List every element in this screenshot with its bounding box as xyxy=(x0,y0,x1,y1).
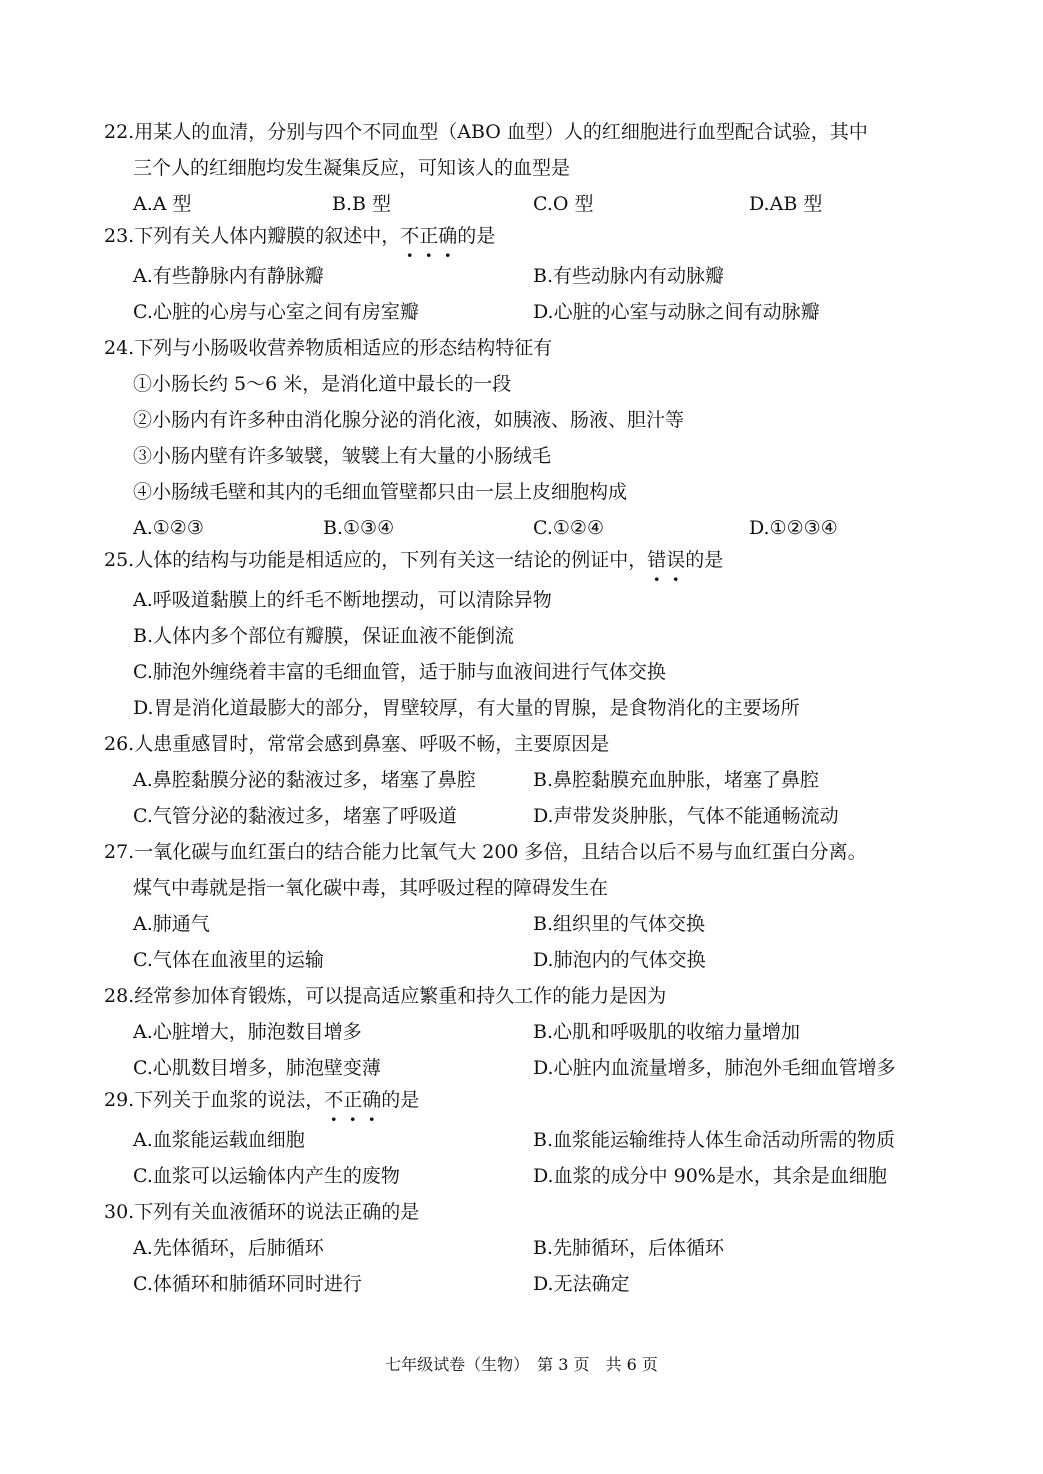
question-24-item-4: ④小肠绒毛壁和其内的毛细血管壁都只由一层上皮细胞构成 xyxy=(133,481,628,503)
question-22-option-a: A.A 型 xyxy=(133,193,192,215)
emphasis-char: 不 xyxy=(400,225,420,247)
question-25-stem: 25.人体的结构与功能是相适应的，下列有关这一结论的例证中，错误的是 xyxy=(104,549,724,571)
question-27-option-a: A.肺通气 xyxy=(133,913,210,935)
question-24-item-2: ②小肠内有许多种由消化腺分泌的消化液，如胰液、肠液、胆汁等 xyxy=(133,409,685,431)
question-30-option-b: B.先肺循环，后体循环 xyxy=(533,1237,725,1259)
emphasis-char: 误 xyxy=(666,549,686,571)
emphasis-char: 确 xyxy=(362,1089,382,1111)
emphasis-char: 正 xyxy=(343,1089,363,1111)
question-27-stem-line-2: 煤气中毒就是指一氧化碳中毒，其呼吸过程的障碍发生在 xyxy=(133,877,609,899)
question-22-option-b: B.B 型 xyxy=(332,193,392,215)
question-25-option-d: D.胃是消化道最膨大的部分，胃壁较厚，有大量的胃腺，是食物消化的主要场所 xyxy=(133,697,800,719)
question-28-option-a: A.心脏增大，肺泡数目增多 xyxy=(133,1021,362,1043)
question-28-option-c: C.心肌数目增多，肺泡壁变薄 xyxy=(133,1057,381,1079)
question-29-option-a: A.血浆能运载血细胞 xyxy=(133,1129,305,1151)
question-25-option-a: A.呼吸道黏膜上的纤毛不断地摆动，可以清除异物 xyxy=(133,589,552,611)
question-26-option-d: D.声带发炎肿胀，气体不能通畅流动 xyxy=(533,805,839,827)
question-29-option-d: D.血浆的成分中 90%是水，其余是血细胞 xyxy=(533,1165,887,1187)
question-28-option-d: D.心脏内血流量增多，肺泡外毛细血管增多 xyxy=(533,1057,896,1079)
question-26-option-b: B.鼻腔黏膜充血肿胀，堵塞了鼻腔 xyxy=(533,769,820,791)
question-26-option-c: C.气管分泌的黏液过多，堵塞了呼吸道 xyxy=(133,805,457,827)
question-25-option-c: C.肺泡外缠绕着丰富的毛细血管，适于肺与血液间进行气体交换 xyxy=(133,661,666,683)
question-24-option-c: C.①②④ xyxy=(533,517,604,539)
question-27-option-c: C.气体在血液里的运输 xyxy=(133,949,324,971)
question-24-item-3: ③小肠内壁有许多皱襞，皱襞上有大量的小肠绒毛 xyxy=(133,445,552,467)
question-23-option-c: C.心脏的心房与心室之间有房室瓣 xyxy=(133,301,419,323)
question-23-option-b: B.有些动脉内有动脉瓣 xyxy=(533,265,725,287)
question-23-option-d: D.心脏的心室与动脉之间有动脉瓣 xyxy=(533,301,820,323)
question-28-option-b: B.心肌和呼吸肌的收缩力量增加 xyxy=(533,1021,801,1043)
question-26-option-a: A.鼻腔黏膜分泌的黏液过多，堵塞了鼻腔 xyxy=(133,769,476,791)
question-29-option-c: C.血浆可以运输体内产生的废物 xyxy=(133,1165,400,1187)
question-29-option-b: B.血浆能运输维持人体生命活动所需的物质 xyxy=(533,1129,896,1151)
emphasis-char: 正 xyxy=(419,225,439,247)
question-24-stem: 24.下列与小肠吸收营养物质相适应的形态结构特征有 xyxy=(104,337,553,359)
question-22-stem-line-2: 三个人的红细胞均发生凝集反应，可知该人的血型是 xyxy=(133,157,571,179)
question-24-option-a: A.①②③ xyxy=(133,517,204,539)
question-30-stem: 30.下列有关血液循环的说法正确的是 xyxy=(104,1201,420,1223)
question-27-stem-line-1: 27.一氧化碳与血红蛋白的结合能力比氧气大 200 多倍，且结合以后不易与血红蛋白分离。 xyxy=(104,841,867,863)
question-24-option-b: B.①③④ xyxy=(323,517,395,539)
question-27-option-d: D.肺泡内的气体交换 xyxy=(533,949,706,971)
question-30-option-a: A.先体循环，后肺循环 xyxy=(133,1237,324,1259)
page-footer: 七年级试卷（生物） 第 3 页 共 6 页 xyxy=(385,1355,658,1374)
question-24-option-d: D.①②③④ xyxy=(749,517,838,539)
question-30-option-c: C.体循环和肺循环同时进行 xyxy=(133,1273,362,1295)
question-26-stem: 26.人患重感冒时，常常会感到鼻塞、呼吸不畅，主要原因是 xyxy=(104,733,610,755)
question-23-stem: 23.下列有关人体内瓣膜的叙述中，不正确的是 xyxy=(104,225,496,247)
question-22-stem-line-1: 22.用某人的血清，分别与四个不同血型（ABO 血型）人的红细胞进行血型配合试验，其中 xyxy=(104,121,868,143)
question-23-option-a: A.有些静脉内有静脉瓣 xyxy=(133,265,324,287)
question-22-option-d: D.AB 型 xyxy=(749,193,823,215)
emphasis-char: 确 xyxy=(438,225,458,247)
question-30-option-d: D.无法确定 xyxy=(533,1273,630,1295)
question-22-option-c: C.O 型 xyxy=(533,193,594,215)
emphasis-char: 错 xyxy=(647,549,667,571)
question-24-item-1: ①小肠长约 5～6 米，是消化道中最长的一段 xyxy=(133,373,512,395)
question-25-option-b: B.人体内多个部位有瓣膜，保证血液不能倒流 xyxy=(133,625,515,647)
question-29-stem: 29.下列关于血浆的说法，不正确的是 xyxy=(104,1089,420,1111)
question-27-option-b: B.组织里的气体交换 xyxy=(533,913,706,935)
emphasis-char: 不 xyxy=(324,1089,344,1111)
question-28-stem: 28.经常参加体育锻炼，可以提高适应繁重和持久工作的能力是因为 xyxy=(104,985,667,1007)
